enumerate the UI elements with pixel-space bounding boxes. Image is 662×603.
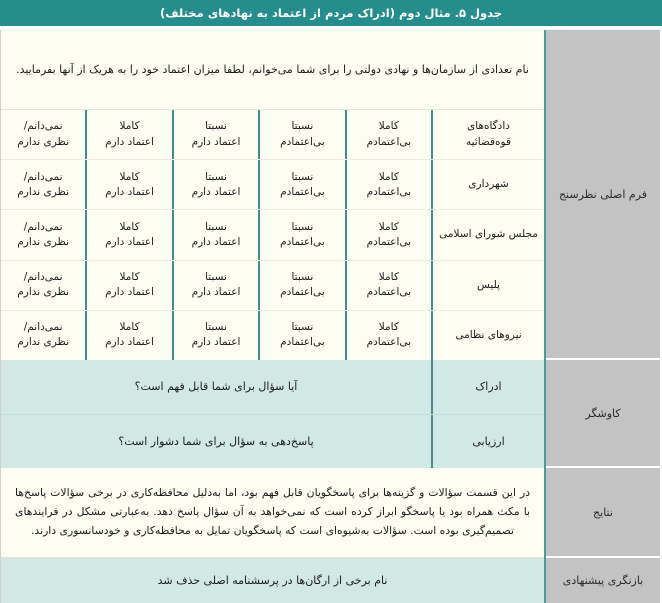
table-body (0, 30, 662, 603)
option-cell[interactable]: کاملا اعتماد دارم (85, 311, 171, 360)
option-cell[interactable]: کاملا بی‌اعتمادم (345, 110, 431, 159)
sidebar-item-revision (546, 558, 660, 603)
option-cell[interactable]: کاملا بی‌اعتمادم (345, 210, 431, 259)
option-cell[interactable]: نسبتا اعتماد دارم (172, 311, 258, 360)
institution-name: دادگاه‌های قوه‌قضائیه (431, 110, 544, 159)
table-row (1, 110, 544, 160)
table-row (1, 160, 544, 210)
page-title: جدول ۵. مثال دوم (ادراک مردم از اعتماد به نهادهای مختلف) (159, 6, 503, 20)
section-sidebar (546, 30, 662, 603)
institution-name: پلیس (431, 261, 544, 310)
option-cell[interactable]: نسبتا بی‌اعتمادم (258, 311, 344, 360)
table-row (1, 210, 544, 260)
probe-label-evaluation: ارزیابی (431, 415, 544, 469)
sidebar-divider (544, 30, 546, 603)
option-cell[interactable]: نسبتا بی‌اعتمادم (258, 160, 344, 209)
option-cell[interactable]: نمی‌دانم/ نظری ندارم (17, 220, 70, 248)
sidebar-label-main-form: فرم اصلی نظرسنج (558, 187, 648, 201)
option-cell[interactable]: کاملا بی‌اعتمادم (345, 311, 431, 360)
results-section (1, 468, 544, 558)
intro-text: نام تعدادی از سازمان‌ها و نهادی دولتی را برای شما می‌خوانم، لطفا میزان اعتماد خود را به هریک از آنها بفرمایید. (16, 62, 529, 76)
option-cell[interactable]: کاملا بی‌اعتمادم (345, 261, 431, 310)
response-matrix (1, 110, 544, 360)
option-cell[interactable]: کاملا بی‌اعتمادم (345, 160, 431, 209)
option-cell[interactable]: نمی‌دانم/ نظری ندارم (17, 170, 70, 198)
option-cell[interactable]: نمی‌دانم/ نظری ندارم (17, 120, 70, 148)
table-row (1, 311, 544, 360)
option-cell[interactable]: نسبتا بی‌اعتمادم (258, 110, 344, 159)
option-cell[interactable]: نسبتا اعتماد دارم (172, 160, 258, 209)
sidebar-label-probe: کاوشگر (585, 406, 621, 420)
institution-name: مجلس شورای اسلامی (431, 210, 544, 259)
option-cell[interactable]: نسبتا اعتماد دارم (172, 210, 258, 259)
sidebar-label-revision: بازنگری پیشنهادی (562, 574, 644, 587)
probe-row (1, 360, 544, 415)
option-cell[interactable]: نمی‌دانم/ نظری ندارم (17, 321, 70, 349)
probe-label-comprehension: ادراک (431, 360, 544, 414)
sidebar-item-main-form (546, 30, 660, 360)
intro-row (1, 30, 544, 110)
sidebar-item-probe (546, 360, 660, 468)
probe-question-comprehension: آیا سؤال برای شما قابل فهم است؟ (134, 380, 298, 394)
option-cell[interactable]: نسبتا اعتماد دارم (172, 261, 258, 310)
option-cell[interactable]: نمی‌دانم/ نظری ندارم (17, 270, 70, 299)
option-cell[interactable]: کاملا اعتماد دارم (85, 210, 171, 259)
option-cell[interactable]: نسبتا بی‌اعتمادم (258, 210, 344, 259)
probe-question-evaluation: پاسخ‌دهی به سؤال برای شما دشوار است؟ (118, 434, 314, 448)
institution-name: شهرداری (431, 160, 544, 209)
figure-title-bar (0, 0, 662, 26)
institution-name: نیروهای نظامی (431, 311, 544, 360)
option-cell[interactable]: کاملا اعتماد دارم (85, 110, 171, 159)
option-cell[interactable]: کاملا اعتماد دارم (85, 261, 171, 310)
content-column (0, 30, 544, 603)
sidebar-label-results: نتایج (593, 505, 613, 519)
results-text: در این قسمت سؤالات و گزینه‌ها برای پاسخگویان قابل فهم بود، اما به‌دلیل محافظه‌کاری در برخی سؤالات پاسخ‌ها با مکث همراه بود یا پاسخگو ابراز کرده است که نمی‌خواهد به آن سؤال پاسخ دهد. به‌عبارتی مشکل در فرایندهای تصمیم‌گیری بوده است. سؤالات به‌شیوه‌ای است که پاسخگویان تمایل به محافظه‌کاری و خودسانسوری دارند. (15, 486, 530, 537)
revision-section (1, 558, 544, 603)
probe-section (1, 360, 544, 468)
sidebar-item-results (546, 468, 660, 558)
option-cell[interactable]: کاملا اعتماد دارم (85, 160, 171, 209)
option-cell[interactable]: نسبتا اعتماد دارم (172, 110, 258, 159)
table-row (1, 261, 544, 311)
revision-text: نام برخی از ارگان‌ها در پرسشنامه اصلی حذف شد (157, 574, 388, 587)
option-cell[interactable]: نسبتا بی‌اعتمادم (258, 261, 344, 310)
probe-row (1, 415, 544, 469)
